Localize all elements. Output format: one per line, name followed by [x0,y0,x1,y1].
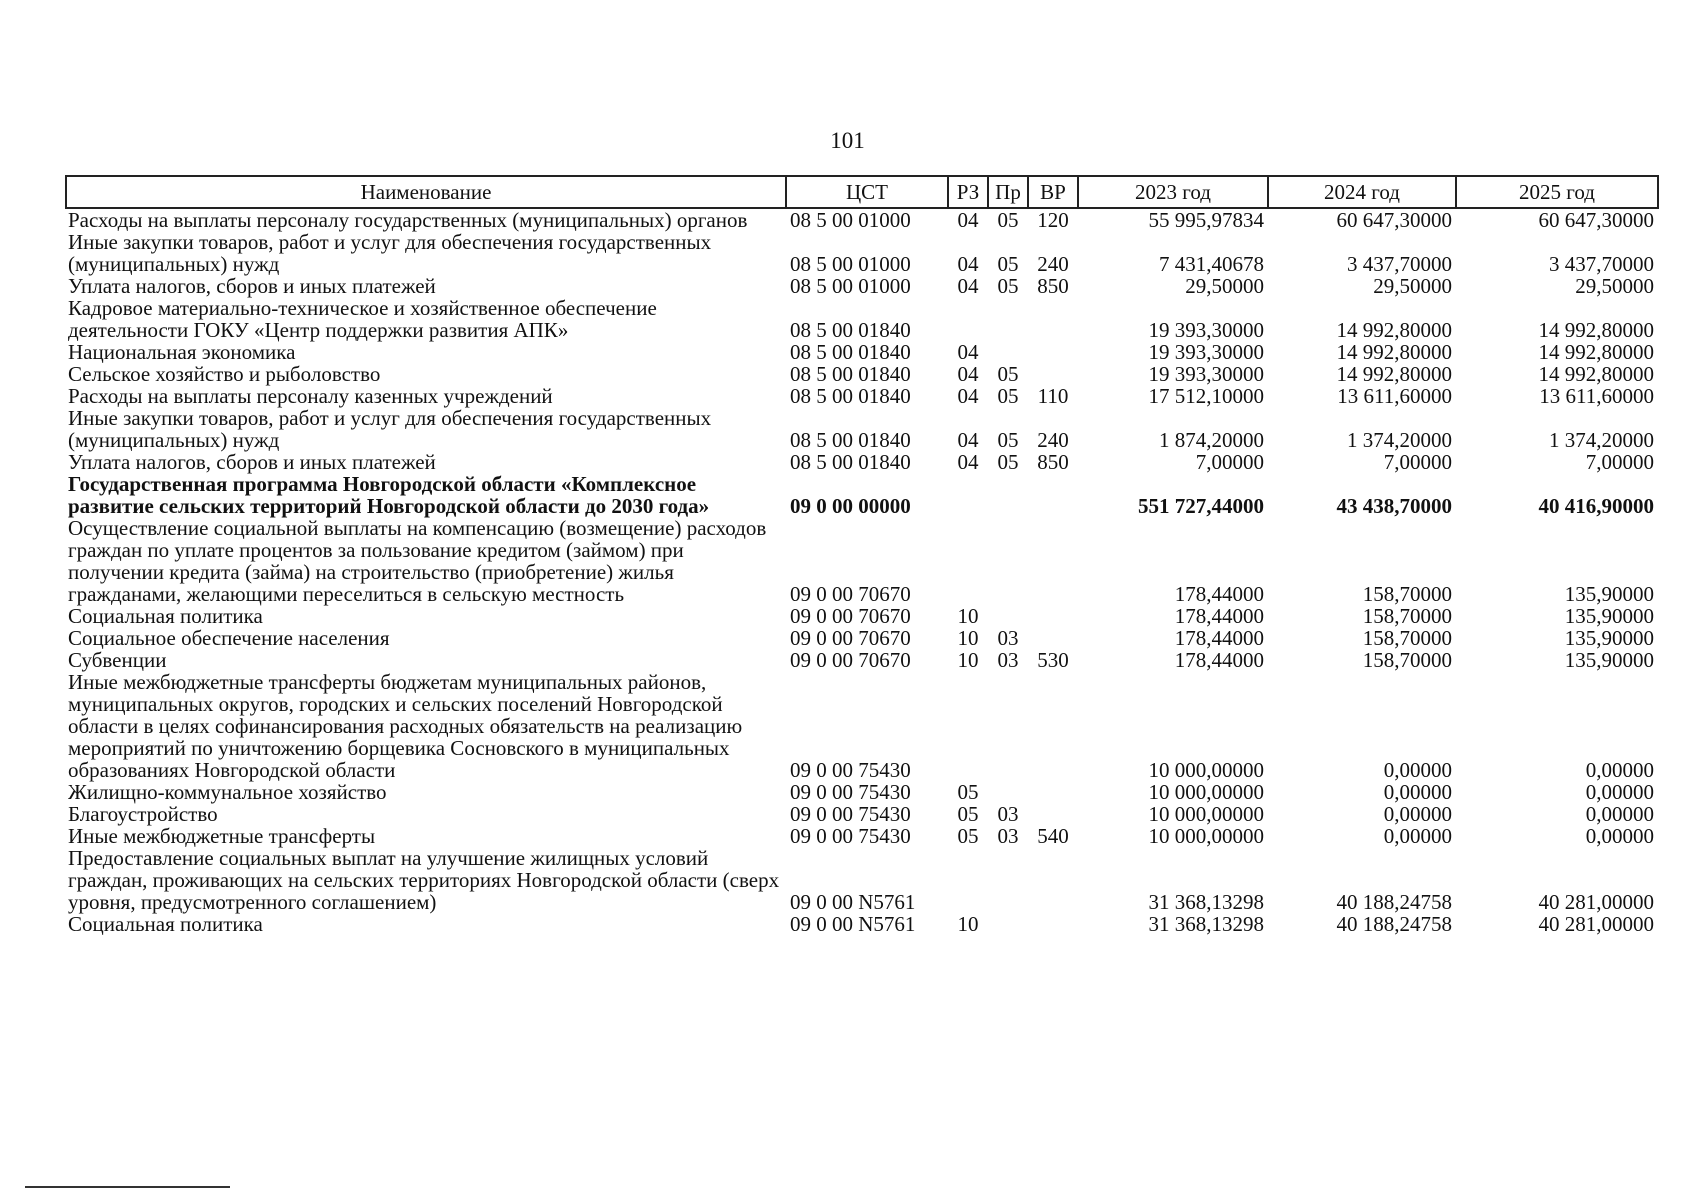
cell-y2025: 13 611,60000 [1539,384,1654,408]
cell-y2024: 0,00000 [1383,758,1452,782]
cell-cst: 09 0 00 70670 [790,604,911,628]
cell-pr: 03 [997,648,1019,672]
cell-name: Уплата налогов, сборов и иных платежей [68,274,436,298]
cell-y2025: 0,00000 [1585,780,1654,804]
cell-y2024: 7,00000 [1383,450,1452,474]
table-row [66,297,1658,341]
cell-y2025: 40 416,90000 [1538,494,1654,518]
cell-vr [1028,913,1078,935]
cell-y2024: 14 992,80000 [1336,362,1452,386]
cell-y2025: 135,90000 [1564,648,1654,672]
cell-name: Социальная политика [68,604,263,628]
cell-name: Жилищно-коммунальное хозяйство [68,780,387,804]
cell-cst: 08 5 00 01000 [790,252,911,276]
table-row [66,385,1658,407]
cell-rz [948,297,988,341]
cell-y2024: 0,00000 [1383,824,1452,848]
cell-name: Социальное обеспечение населения [68,626,390,650]
cell-y2025: 14 992,80000 [1538,318,1654,342]
cell-rz [948,847,988,913]
cell-pr: 03 [997,824,1019,848]
cell-cst: 08 5 00 01840 [790,450,911,474]
cell-y2024: 1 374,20000 [1347,428,1452,452]
cell-pr: 05 [997,362,1019,386]
cell-y2025: 0,00000 [1585,824,1654,848]
cell-pr [988,605,1028,627]
table-row [66,671,1658,781]
cell-cst: 09 0 00 70670 [790,626,911,650]
cell-rz: 04 [957,340,979,364]
cell-pr: 03 [997,626,1019,650]
cell-rz [948,473,988,517]
cell-vr: 240 [1037,252,1069,276]
cell-name: Иные закупки товаров, работ и услуг для обеспечения государственных (муниципальных) нужд [68,406,712,452]
cell-y2025: 135,90000 [1564,604,1654,628]
cell-y2024: 14 992,80000 [1336,318,1452,342]
cell-y2024: 29,50000 [1373,274,1452,298]
cell-y2023: 29,50000 [1185,274,1264,298]
cell-vr: 540 [1037,824,1069,848]
cell-vr [1028,517,1078,605]
cell-cst: 09 0 00 75430 [790,802,911,826]
cell-name: Иные закупки товаров, работ и услуг для обеспечения государственных (муниципальных) нужд [68,230,712,276]
cell-y2023: 178,44000 [1174,626,1264,650]
cell-vr: 110 [1037,384,1069,408]
cell-y2025: 14 992,80000 [1538,340,1654,364]
cell-y2023: 55 995,97834 [1148,208,1264,232]
cell-y2025: 1 374,20000 [1549,428,1654,452]
cell-rz: 05 [957,780,979,804]
cell-name: Сельское хозяйство и рыболовство [68,362,381,386]
cell-name: Расходы на выплаты персоналу казенных учреждений [68,384,553,408]
cell-y2023: 1 874,20000 [1159,428,1264,452]
cell-y2023: 19 393,30000 [1148,318,1264,342]
cell-name: Государственная программа Новгородской области «Комплексное развитие сельских территорий Новгородской области до 2030 года» [68,472,710,518]
cell-vr: 850 [1037,274,1069,298]
cell-name: Субвенции [68,648,167,672]
cell-y2023: 10 000,00000 [1148,824,1264,848]
cell-name: Социальная политика [68,912,263,936]
table-row [66,451,1658,473]
cell-pr: 05 [997,274,1019,298]
cell-vr [1028,605,1078,627]
cell-pr [988,781,1028,803]
table-row [66,407,1658,451]
page-number: 101 [830,128,865,153]
cell-cst: 08 5 00 01840 [790,428,911,452]
cell-rz [948,517,988,605]
header-cst: ЦСТ [786,176,948,208]
cell-y2024: 60 647,30000 [1336,208,1452,232]
header-rz: РЗ [948,176,988,208]
cell-vr [1028,363,1078,385]
cell-y2024: 158,70000 [1362,604,1452,628]
cell-y2023: 10 000,00000 [1148,780,1264,804]
cell-cst: 09 0 00 N5761 [790,912,916,936]
cell-y2025: 40 281,00000 [1538,912,1654,936]
cell-pr [988,473,1028,517]
cell-pr [988,847,1028,913]
cell-y2025: 3 437,70000 [1549,252,1654,276]
cell-y2025: 7,00000 [1585,450,1654,474]
cell-y2024: 14 992,80000 [1336,340,1452,364]
cell-name: Кадровое материально-техническое и хозяйственное обеспечение деятельности ГОКУ «Центр поддержки развития АПК» [68,296,657,342]
cell-pr [988,913,1028,935]
table-row [66,649,1658,671]
cell-cst: 09 0 00 N5761 [790,890,916,914]
cell-y2023: 10 000,00000 [1148,758,1264,782]
table-row [66,341,1658,363]
cell-y2025: 135,90000 [1564,582,1654,606]
cell-pr: 05 [997,252,1019,276]
cell-name: Национальная экономика [68,340,296,364]
cell-y2023: 31 368,13298 [1148,890,1264,914]
cell-y2023: 178,44000 [1174,648,1264,672]
cell-y2024: 0,00000 [1383,780,1452,804]
cell-cst: 08 5 00 01000 [790,208,911,232]
cell-name: Осуществление социальной выплаты на компенсацию (возмещение) расходов граждан по уплате процентов за пользование кредитом (займом) при получении кредита (займа) на строительство (приобретение) жилья гражданами, желающими переселиться в сельскую местность [68,516,767,606]
table-body [66,208,1658,935]
table-row [66,517,1658,605]
cell-y2024: 0,00000 [1383,802,1452,826]
cell-rz: 10 [957,912,979,936]
cell-cst: 09 0 00 75430 [790,780,911,804]
cell-cst: 08 5 00 01840 [790,384,911,408]
cell-vr [1028,847,1078,913]
cell-rz: 04 [957,252,979,276]
table-header-row [66,176,1658,208]
cell-vr [1028,341,1078,363]
cell-y2023: 7,00000 [1195,450,1264,474]
cell-vr [1028,297,1078,341]
table-row [66,208,1658,231]
cell-vr [1028,627,1078,649]
cell-name: Иные межбюджетные трансферты [68,824,376,848]
cell-y2023: 19 393,30000 [1148,340,1264,364]
cell-pr: 05 [997,428,1019,452]
table-row [66,627,1658,649]
table-row [66,275,1658,297]
cell-y2023: 31 368,13298 [1148,912,1264,936]
budget-table [65,175,1659,935]
cell-cst: 09 0 00 75430 [790,824,911,848]
cell-y2023: 17 512,10000 [1148,384,1264,408]
cell-rz: 04 [957,362,979,386]
cell-rz: 05 [957,824,979,848]
cell-y2023: 10 000,00000 [1148,802,1264,826]
cell-y2023: 19 393,30000 [1148,362,1264,386]
cell-y2025: 14 992,80000 [1538,362,1654,386]
cell-name: Предоставление социальных выплат на улучшение жилищных условий граждан, проживающих на сельских территориях Новгородской области (сверх уровня, предусмотренного соглашением) [68,846,780,914]
cell-pr [988,671,1028,781]
cell-rz: 04 [957,428,979,452]
table-row [66,847,1658,913]
cell-name: Иные межбюджетные трансферты бюджетам муниципальных районов, муниципальных округов, городских и сельских поселений Новгородской области в целях софинансирования расходных обязательств на реализацию мероприятий по уничтожению борщевика Сосновского в муниципальных образованиях Новгородской области [68,670,743,782]
cell-rz: 10 [957,648,979,672]
cell-y2025: 135,90000 [1564,626,1654,650]
cell-y2025: 0,00000 [1585,758,1654,782]
cell-y2025: 60 647,30000 [1538,208,1654,232]
cell-vr: 120 [1037,208,1069,232]
cell-cst: 09 0 00 70670 [790,648,911,672]
table-row [66,803,1658,825]
cell-cst: 09 0 00 00000 [790,494,911,518]
cell-vr: 530 [1037,648,1069,672]
cell-rz: 04 [957,384,979,408]
cell-cst: 09 0 00 70670 [790,582,911,606]
table-row [66,363,1658,385]
header-pr: Пр [988,176,1028,208]
cell-rz: 04 [957,450,979,474]
cell-pr: 03 [997,802,1019,826]
cell-pr: 05 [997,450,1019,474]
cell-cst: 09 0 00 75430 [790,758,911,782]
cell-y2024: 158,70000 [1362,626,1452,650]
footnote-divider [25,1186,230,1188]
cell-rz: 04 [957,274,979,298]
cell-y2023: 551 727,44000 [1138,494,1264,518]
header-2024: 2024 год [1268,176,1456,208]
cell-name: Уплата налогов, сборов и иных платежей [68,450,436,474]
table-row [66,605,1658,627]
cell-vr [1028,671,1078,781]
table-row [66,913,1658,935]
cell-cst: 08 5 00 01840 [790,318,911,342]
cell-y2025: 29,50000 [1575,274,1654,298]
cell-y2024: 158,70000 [1362,582,1452,606]
cell-pr [988,517,1028,605]
cell-y2025: 40 281,00000 [1538,890,1654,914]
cell-y2024: 43 438,70000 [1336,494,1452,518]
cell-y2024: 40 188,24758 [1336,890,1452,914]
cell-vr [1028,473,1078,517]
cell-vr: 240 [1037,428,1069,452]
cell-rz [948,671,988,781]
table-row [66,473,1658,517]
cell-y2024: 40 188,24758 [1336,912,1452,936]
cell-cst: 08 5 00 01840 [790,362,911,386]
cell-cst: 08 5 00 01000 [790,274,911,298]
cell-pr [988,297,1028,341]
cell-y2023: 7 431,40678 [1159,252,1264,276]
cell-pr [988,341,1028,363]
cell-y2024: 13 611,60000 [1337,384,1452,408]
cell-y2024: 3 437,70000 [1347,252,1452,276]
cell-pr: 05 [997,384,1019,408]
cell-cst: 08 5 00 01840 [790,340,911,364]
cell-pr: 05 [997,208,1019,232]
cell-y2024: 158,70000 [1362,648,1452,672]
cell-y2025: 0,00000 [1585,802,1654,826]
cell-name: Благоустройство [68,802,218,826]
table-row [66,781,1658,803]
cell-rz: 05 [957,802,979,826]
header-2025: 2025 год [1456,176,1658,208]
table-row [66,231,1658,275]
cell-vr [1028,803,1078,825]
cell-vr [1028,781,1078,803]
header-name: Наименование [66,176,786,208]
cell-rz: 10 [957,626,979,650]
cell-y2023: 178,44000 [1174,582,1264,606]
table-row [66,825,1658,847]
cell-vr: 850 [1037,450,1069,474]
cell-name: Расходы на выплаты персоналу государственных (муниципальных) органов [68,208,748,232]
cell-rz: 10 [957,604,979,628]
header-vr: ВР [1028,176,1078,208]
cell-rz: 04 [957,208,979,232]
header-2023: 2023 год [1078,176,1268,208]
cell-y2023: 178,44000 [1174,604,1264,628]
